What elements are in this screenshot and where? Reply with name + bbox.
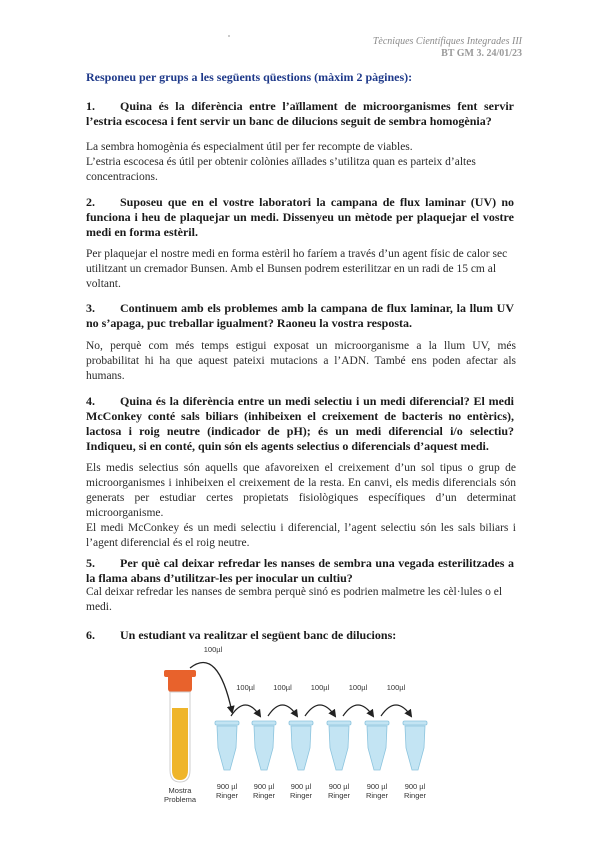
transfer-arrow	[268, 705, 297, 716]
dilution-tube-body	[217, 726, 237, 770]
dilution-tube	[215, 721, 239, 800]
transfer-volume-label: 100µl	[386, 683, 406, 692]
dilution-tube-body	[405, 726, 425, 770]
tube-diluent-label: Ringer	[289, 791, 313, 800]
answer-3: No, perquè com més temps estigui exposat un microorganisme a la llum UV, més probabilitat hi ha que aquest pateixi mutacions a l’ADN. També ens poden afectar als humans.	[86, 340, 516, 382]
tube-volume-label: 900 µl	[253, 782, 275, 791]
sample-liquid	[172, 708, 188, 780]
dilution-tube-lid	[365, 721, 389, 725]
answer-4-para-2: El medi McConkey és un medi selectiu i diferencial, l’agent selectiu són les sals biliars i l’agent diferencial és el roig neutre.	[86, 522, 516, 549]
sample-label-line-1: Mostra	[168, 786, 192, 795]
dilution-tube	[252, 721, 276, 800]
transfer-arrow	[381, 705, 411, 716]
transfer-arrow	[305, 705, 335, 716]
answer-1-line-2: L’estria escocesa és útil per obtenir colònies aïllades s’utilitza quan es parteix d’altes concentracions.	[86, 156, 476, 183]
dilution-tube-body	[291, 726, 311, 770]
dilution-tube-lid	[252, 721, 276, 725]
dilution-tube-lid	[403, 721, 427, 725]
dilution-tube-body	[367, 726, 387, 770]
dilution-tube-lid	[289, 721, 313, 725]
tube-volume-label: 900 µl	[366, 782, 388, 791]
dilution-arrows	[231, 683, 411, 716]
course-date: BT GM 3. 24/01/23	[441, 48, 522, 59]
tube-diluent-label: Ringer	[403, 791, 427, 800]
dilution-tube-body	[329, 726, 349, 770]
transfer-arrow	[343, 705, 373, 716]
transfer-volume-label: 100µl	[310, 683, 330, 692]
tube-volume-label: 900 µl	[290, 782, 312, 791]
tube-diluent-label: Ringer	[365, 791, 389, 800]
question-6: 6. Un estudiant va realitzar el següent banc de dilucions:	[86, 628, 397, 642]
tube-diluent-label: Ringer	[215, 791, 239, 800]
answer-5: Cal deixar refredar les nanses de sembra perquè sinó es podrien malmetre les cèl·lules o el medi.	[86, 586, 503, 613]
answer-1-line-1: La sembra homogènia és especialment útil per fer recompte de viables.	[86, 141, 413, 153]
question-1: 1. Quina és la diferència entre l’aïllament de microorganismes fent servir l’estria escocesa i fent servir un banc de dilucions seguit de sembra homogènia?	[86, 99, 514, 128]
tube-diluent-label: Ringer	[327, 791, 351, 800]
question-5: 5. Per què cal deixar refredar les nanses de sembra una vegada esterilitzades a la flama abans d’utilitzar-les per inocular un cultiu?	[86, 556, 514, 585]
transfer-volume-label: 100µl	[236, 683, 255, 692]
dilution-tube-lid	[215, 721, 239, 725]
dilution-tube-body	[254, 726, 274, 770]
course-title: Tècniques Científiques Integrades III	[372, 36, 522, 47]
tube-diluent-label: Ringer	[252, 791, 276, 800]
answer-4-para-1: Els medis selectius són aquells que afavoreixen el creixement d’un sol tipus o grup de microorganismes i inhibeixen el creixement de la resta. En canvi, els medis diferencials són generats per estudiar certes propietats fisiològiques específiques d’un determinat microorganisme.	[86, 462, 516, 519]
question-3: 3. Continuem amb els problemes amb la campana de flux laminar, la llum UV no s’apaga, puc treballar igualment? Raoneu la vostra resposta.	[86, 301, 514, 330]
sample-tube-cap-rim	[164, 670, 196, 677]
dilution-tube-lid	[327, 721, 351, 725]
question-2: 2. Suposeu que en el vostre laboratori la campana de flux laminar (UV) no funciona i heu de plaquejar un medi. Dissenyeu un mètode per plaquejar el vostre medi en forma estèril.	[86, 195, 514, 239]
answer-2: Per plaquejar el nostre medi en forma estèril ho faríem a través d’un agent físic de calor sec utilitzant un cremador Bunsen. Amb el Bunsen podrem esterilitzar en un radi de 15 cm al voltant.	[86, 248, 508, 290]
tube-volume-label: 900 µl	[404, 782, 426, 791]
dilution-tube	[289, 721, 313, 800]
instructions-heading: Responeu per grups a les següents qüestions (màxim 2 pàgines):	[86, 70, 413, 84]
dilution-tube	[403, 721, 427, 800]
tube-volume-label: 900 µl	[216, 782, 238, 791]
transfer-arrow	[231, 705, 260, 716]
first-transfer-label: 100µl	[203, 645, 223, 654]
sample-tube	[164, 670, 196, 782]
sample-label-line-2: Problema	[163, 795, 197, 804]
question-4: 4. Quina és la diferència entre un medi selectiu i un medi diferencial? El medi McConkey conté sals biliars (inhibeixen el creixement de bacteris no entèrics), lactosa i roig neutre (indicador de pH); és un medi diferencial i/o selectiu? Indiqueu, si en conté, quin són els agents selectius o diferencials d’aquest medi.	[86, 394, 514, 453]
transfer-volume-label: 100µl	[348, 683, 368, 692]
dilution-tubes	[215, 721, 427, 800]
first-transfer-arrow	[190, 663, 232, 713]
dilution-tube	[365, 721, 389, 800]
dilution-tube	[327, 721, 351, 800]
tube-volume-label: 900 µl	[328, 782, 350, 791]
transfer-volume-label: 100µl	[273, 683, 292, 692]
